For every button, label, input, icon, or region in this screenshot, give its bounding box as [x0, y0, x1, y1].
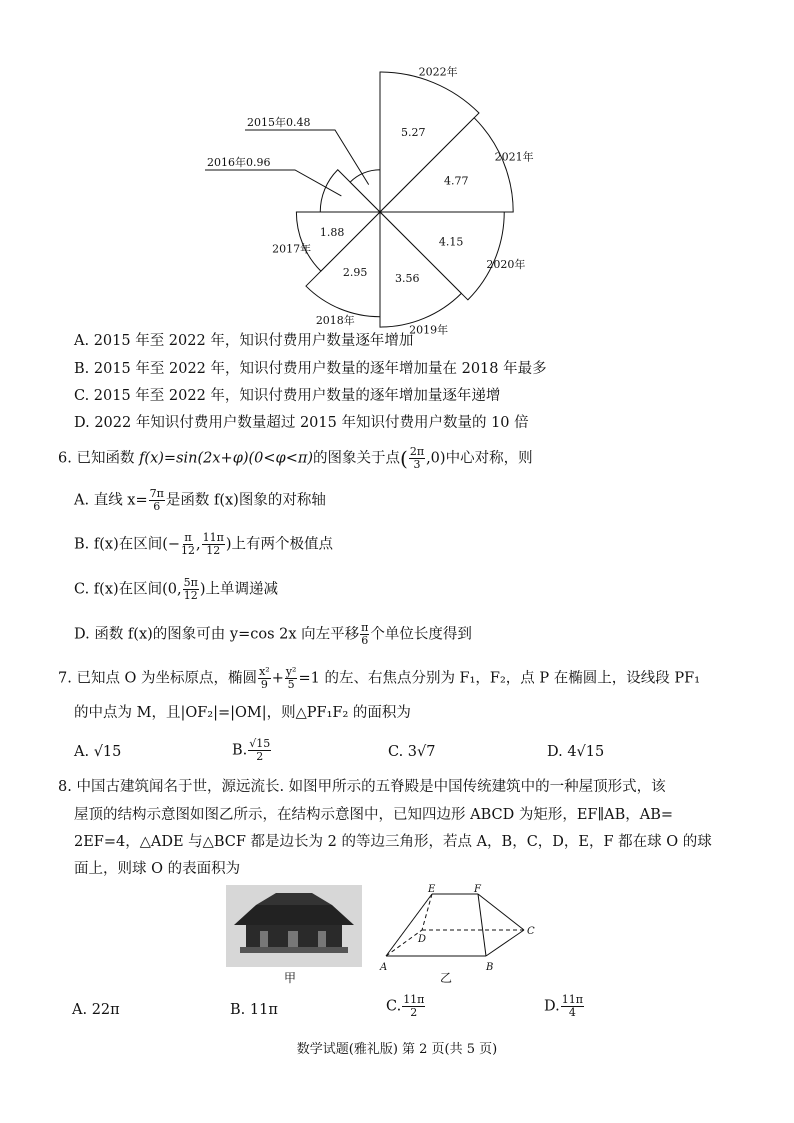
- point-C: C: [527, 926, 535, 937]
- rose-value-label: 3.56: [395, 271, 420, 285]
- q5-option-c: C. 2015 年至 2022 年，知识付费用户数量的逐年增加量逐年递增: [74, 388, 501, 404]
- rose-category-label: 2019年: [409, 323, 449, 337]
- page-footer: 数学试题(雅礼版) 第 2 页(共 5 页): [296, 1042, 498, 1057]
- q8-option-d: D. $\frac{11\pi}{4}$: [544, 993, 583, 1019]
- point-B: B: [486, 962, 494, 973]
- q6-option-c: C. f(x)在区间(0, $\frac{5\pi}{12}$ )上单调递减: [74, 576, 279, 602]
- q7-option-a: A. √15: [74, 744, 122, 760]
- point-A: A: [380, 962, 388, 973]
- rose-chart: [200, 60, 560, 340]
- q8-option-c: C. $\frac{11\pi}{2}$: [386, 993, 425, 1019]
- point-D: D: [418, 934, 427, 945]
- q8-stem-line2: 屋顶的结构示意图如图乙所示，在结构示意图中，已知四边形 ABCD 为矩形，EF∥AB，AB=: [74, 807, 674, 823]
- q8-option-a: A. 22π: [72, 1002, 120, 1018]
- q8-stem-line4: 面上，则球 O 的表面积为: [74, 861, 241, 877]
- rose-category-label: 2017年: [272, 242, 312, 256]
- rose-category-label: 2022年: [418, 65, 458, 79]
- point-F: F: [474, 884, 481, 895]
- rose-value-label: 1.88: [319, 225, 345, 239]
- rose-value-label: 2016年0.96: [207, 156, 271, 169]
- q5-option-b: B. 2015 年至 2022 年，知识付费用户数量的逐年增加量在 2018 年最多: [74, 361, 547, 377]
- palace-photo: [226, 885, 362, 967]
- q6-stem: 6. 已知函数 f(x)=sin(2x+φ)(0<φ<π)的图象关于点( $\frac{2\pi}{3}$ ,0)中心对称，则: [58, 445, 533, 471]
- q7-option-d: D. 4√15: [547, 744, 605, 760]
- q8-stem-line1: 8. 中国古建筑闻名于世，源远流长. 如图甲所示的五脊殿是中国传统建筑中的一种屋顶形式，该: [58, 779, 666, 795]
- rose-category-label: 2018年: [315, 313, 355, 327]
- rose-value-label: 5.27: [400, 125, 426, 139]
- rose-category-label: 2020年: [486, 258, 526, 272]
- rose-category-label: 2021年: [494, 150, 534, 164]
- q6-option-d: D. 函数 f(x)的图象可由 y=cos 2x 向左平移 $\frac{\pi}{6}$ 个单位长度得到: [74, 621, 472, 647]
- figure-jia-label: 甲: [284, 971, 297, 985]
- rose-value-label: 2.95: [342, 265, 368, 279]
- q5-option-a: A. 2015 年至 2022 年，知识付费用户数量逐年增加: [74, 333, 414, 349]
- q6-option-b: B. f(x)在区间(− $\frac{\pi}{12}$ , $\frac{11\pi}{12}$ )上有两个极值点: [74, 531, 334, 557]
- q7-stem-line1: 7. 已知点 O 为坐标原点，椭圆 $\frac{\text{x²}}{9}$ + $\frac{\text{y²}}{5}$ =1 的左、右焦点分别为 F₁，F₂，点 P 在椭圆上，设线段 PF₁: [58, 665, 701, 691]
- rose-leader-line: [205, 170, 341, 196]
- rose-value-label: 4.15: [438, 235, 464, 249]
- figure-yi-label: 乙: [440, 971, 453, 985]
- rose-value-label: 4.77: [444, 174, 469, 188]
- q6-option-a: A. 直线 x= $\frac{7\pi}{6}$ 是函数 f(x)图象的对称轴: [74, 487, 326, 513]
- q7-stem-line2: 的中点为 M，且|OF₂|=|OM|，则△PF₁F₂ 的面积为: [74, 705, 411, 721]
- rose-value-label: 2015年0.48: [247, 116, 311, 129]
- q5-option-d: D. 2022 年知识付费用户数量超过 2015 年知识付费用户数量的 10 倍: [74, 415, 529, 431]
- roof-structure-diagram: [374, 882, 546, 978]
- point-E: E: [428, 884, 436, 895]
- q7-option-b: B. $\frac{√15}{2}$: [232, 737, 271, 763]
- q8-stem-line3: 2EF=4，△ADE 与△BCF 都是边长为 2 的等边三角形，若点 A，B，C，D，E，F 都在球 O 的球: [74, 834, 712, 850]
- q8-option-b: B. 11π: [230, 1002, 278, 1018]
- q7-option-c: C. 3√7: [388, 744, 436, 760]
